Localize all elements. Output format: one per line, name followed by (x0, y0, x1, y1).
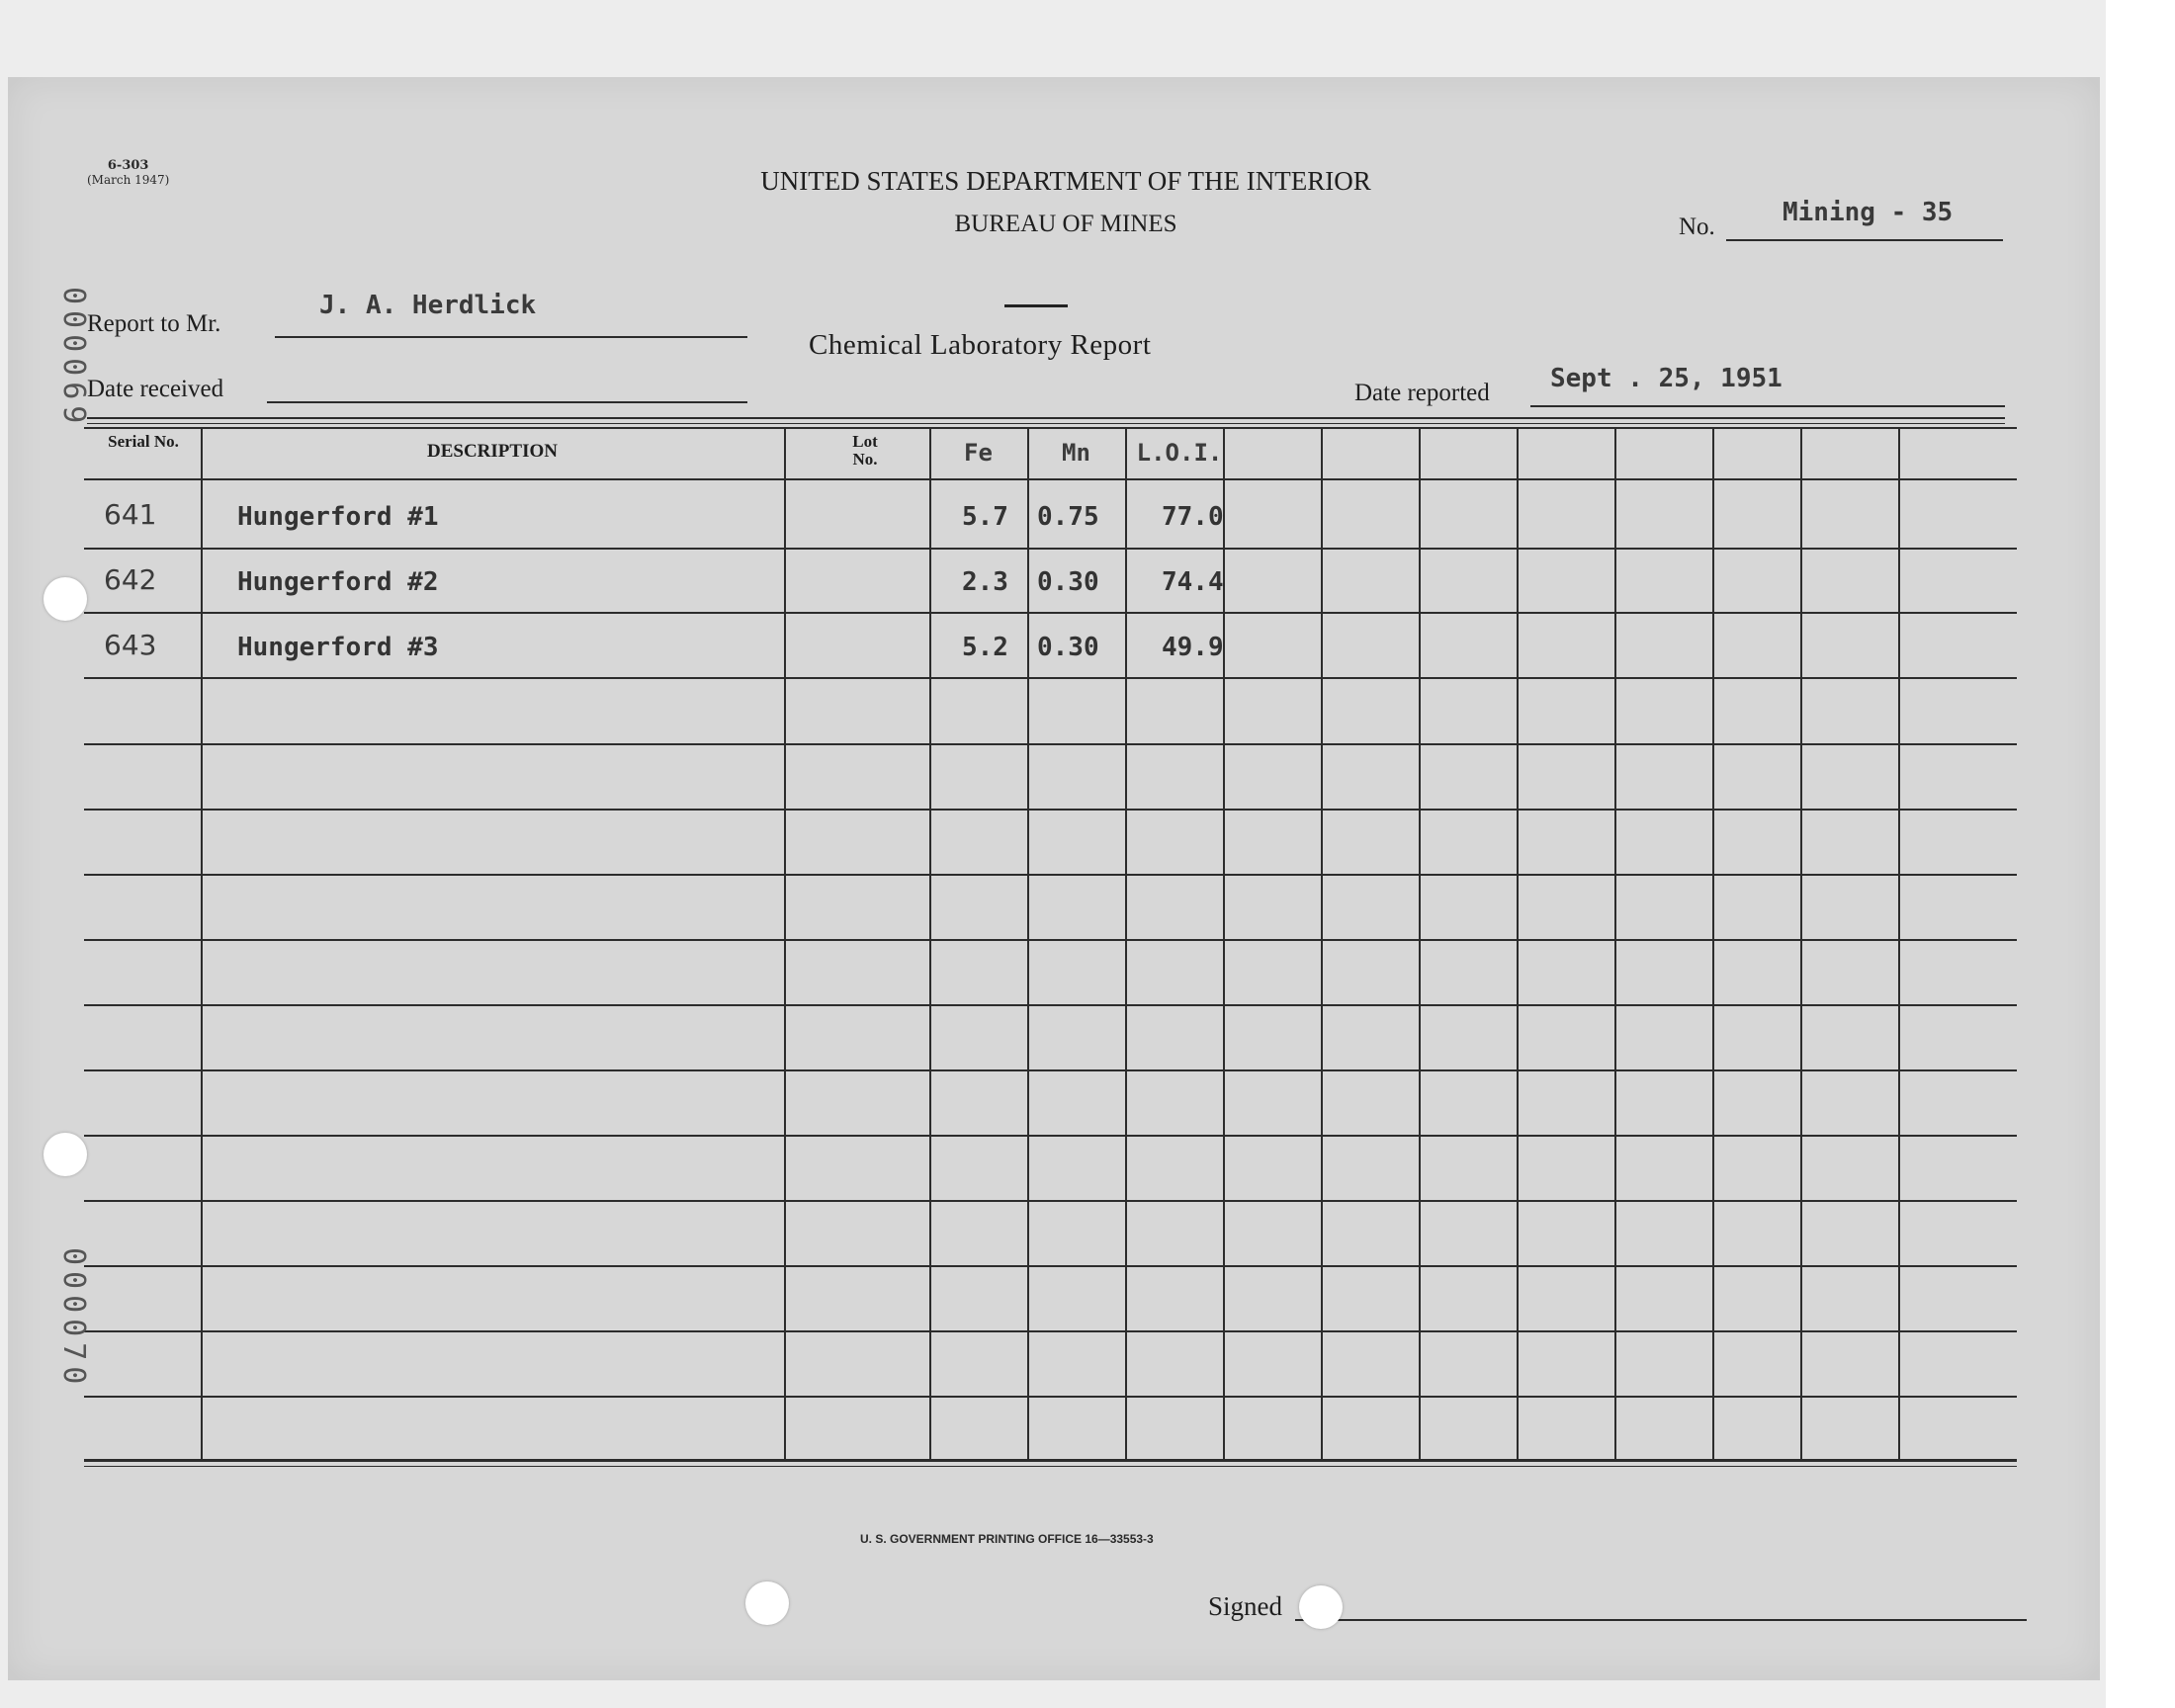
report-no-value: Mining - 35 (1783, 198, 1954, 227)
form-code (87, 158, 169, 188)
row-3-fe: 5.2 (962, 633, 1008, 662)
row-line (84, 809, 2017, 811)
report-to-label: Report to Mr. (87, 310, 221, 337)
row-1-serial: 641 (104, 498, 157, 531)
row-3-serial: 643 (104, 629, 157, 661)
punch-hole (44, 1133, 87, 1176)
row-3-mn: 0.30 (1037, 633, 1099, 662)
col-divider (784, 427, 786, 1460)
punch-hole (44, 577, 87, 621)
punch-hole (1299, 1585, 1343, 1629)
row-line (84, 1330, 2017, 1332)
department-title: UNITED STATES DEPARTMENT OF THE INTERIOR (760, 166, 1371, 196)
row-3-description: Hungerford #3 (237, 633, 439, 662)
signed-label: Signed (1208, 1591, 1283, 1621)
header-fe: Fe (964, 439, 993, 467)
col-divider (1898, 427, 1900, 1460)
table-bottom-line (84, 1459, 2017, 1462)
col-divider (1517, 427, 1519, 1460)
row-line (84, 939, 2017, 941)
results-table (84, 427, 2017, 1534)
row-line (84, 1200, 2017, 1202)
row-2-fe: 2.3 (962, 567, 1008, 597)
col-divider (1125, 427, 1127, 1460)
row-line (84, 743, 2017, 745)
report-no-line (1726, 239, 2003, 241)
col-divider (929, 427, 931, 1460)
date-received-line (267, 401, 747, 403)
date-received-label: Date received (87, 376, 224, 402)
row-line (84, 1004, 2017, 1006)
row-2-description: Hungerford #2 (237, 567, 439, 597)
report-title: Chemical Laboratory Report (809, 329, 1152, 361)
col-divider (1321, 427, 1323, 1460)
table-top-rule-1 (87, 417, 2005, 419)
report-to-line (275, 336, 747, 338)
date-reported-value: Sept . 25, 1951 (1550, 364, 1783, 393)
row-line (84, 1135, 2017, 1137)
col-divider (1712, 427, 1714, 1460)
row-1-description: Hungerford #1 (237, 502, 439, 532)
col-divider (201, 427, 203, 1460)
report-no-label: No. (1679, 214, 1715, 240)
report-to-value: J. A. Herdlick (319, 291, 537, 320)
row-line (84, 1265, 2017, 1267)
row-line (84, 612, 2017, 614)
margin-stamp-top: 000069 (56, 287, 91, 430)
row-1-loi: 77.0 (1162, 502, 1224, 532)
form-number: 6-303 (107, 158, 149, 173)
header-loi: L.O.I. (1136, 439, 1223, 467)
signature-line (1295, 1619, 2027, 1621)
header-serial-no: Serial No. (108, 432, 179, 451)
col-divider (1027, 427, 1029, 1460)
form-date: (March 1947) (87, 173, 170, 187)
title-rule (1004, 304, 1068, 307)
scan-background (2106, 0, 2175, 1708)
row-2-serial: 642 (104, 563, 157, 596)
printing-office-note: U. S. GOVERNMENT PRINTING OFFICE 16—33553-3 (860, 1532, 1154, 1546)
punch-hole (745, 1581, 789, 1625)
date-reported-label: Date reported (1354, 380, 1490, 406)
col-divider (1419, 427, 1421, 1460)
row-line (84, 548, 2017, 550)
col-divider (1614, 427, 1616, 1460)
header-lot-no: Lot No. (852, 432, 878, 469)
row-2-loi: 74.4 (1162, 567, 1224, 597)
row-1-mn: 0.75 (1037, 502, 1099, 532)
row-1-fe: 5.7 (962, 502, 1008, 532)
table-bottom-line-2 (84, 1466, 2017, 1467)
table-top-rule-2 (87, 423, 2005, 424)
date-reported-line (1530, 405, 2005, 407)
margin-stamp-bottom: 000070 (56, 1247, 91, 1391)
row-3-loi: 49.9 (1162, 633, 1224, 662)
row-line (84, 1396, 2017, 1398)
header-bottom-line (84, 478, 2017, 480)
row-2-mn: 0.30 (1037, 567, 1099, 597)
row-line (84, 677, 2017, 679)
row-line (84, 874, 2017, 876)
header-mn: Mn (1062, 439, 1090, 467)
col-divider (1800, 427, 1802, 1460)
row-line (84, 1069, 2017, 1071)
bureau-title: BUREAU OF MINES (954, 211, 1177, 237)
table-top-line (84, 427, 2017, 429)
header-description: DESCRIPTION (427, 441, 558, 462)
